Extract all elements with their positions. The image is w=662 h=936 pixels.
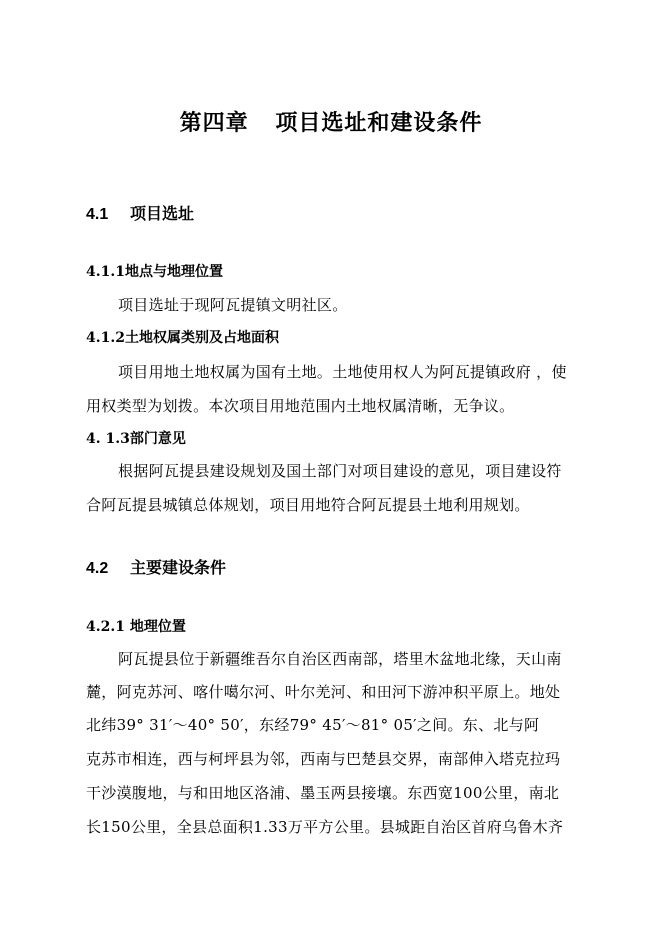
section-heading-4-1 [86, 201, 194, 224]
section-number: 4.2 [86, 560, 109, 577]
paragraph-line: 项目用地土地权属为国有土地。土地使用权人为阿瓦提镇政府 ，使 [118, 363, 567, 381]
paragraph-line: 麓，阿克苏河、喀什噶尔河、叶尔羌河、和田河下游冲积平原上。地处 [86, 683, 561, 701]
paragraph-line: 长150公里，全县总面积1.33万平方公里。县城距自治区首府乌鲁木齐 [86, 818, 564, 836]
subsection-heading-4-1-2: 4.1.2土地权属类别及占地面积 [86, 330, 279, 346]
paragraph-line: 根据阿瓦提县建设规划及国土部门对项目建设的意见，项目建设符 [118, 462, 562, 480]
paragraph-line: 北纬39° 31′～40° 50′，东经79° 45′～81° 05′之间。东、北与阿 [86, 716, 540, 734]
subsection-heading-4-1-1: 4.1.1地点与地理位置 [86, 264, 223, 280]
section-number: 4.1 [86, 206, 109, 223]
paragraph-line: 合阿瓦提县城镇总体规划，项目用地符合阿瓦提县土地利用规划。 [86, 496, 530, 514]
section-title: 项目选址 [130, 204, 195, 223]
paragraph-line: 克苏市相连，西与柯坪县为邻，西南与巴楚县交界，南部伸入塔克拉玛 [86, 750, 561, 768]
section-heading-4-2 [86, 555, 226, 578]
section-title: 主要建设条件 [130, 558, 227, 577]
paragraph-line: 干沙漠腹地，与和田地区洛浦、墨玉两县接壤。东西宽100公里，南北 [86, 784, 560, 802]
paragraph-line: 项目选址于现阿瓦提镇文明社区。 [118, 296, 348, 314]
paragraph-line: 阿瓦提县位于新疆维吾尔自治区西南部，塔里木盆地北缘，天山南 [118, 650, 562, 668]
subsection-heading-4-1-3: 4. 1.3部门意见 [86, 431, 186, 447]
paragraph-line: 用权类型为划拨。本次项目用地范围内土地权属清晰，无争议。 [86, 397, 515, 415]
chapter-title: 第四章 项目选址和建设条件 [179, 110, 483, 136]
subsection-heading-4-2-1: 4.2.1 地理位置 [86, 619, 186, 635]
